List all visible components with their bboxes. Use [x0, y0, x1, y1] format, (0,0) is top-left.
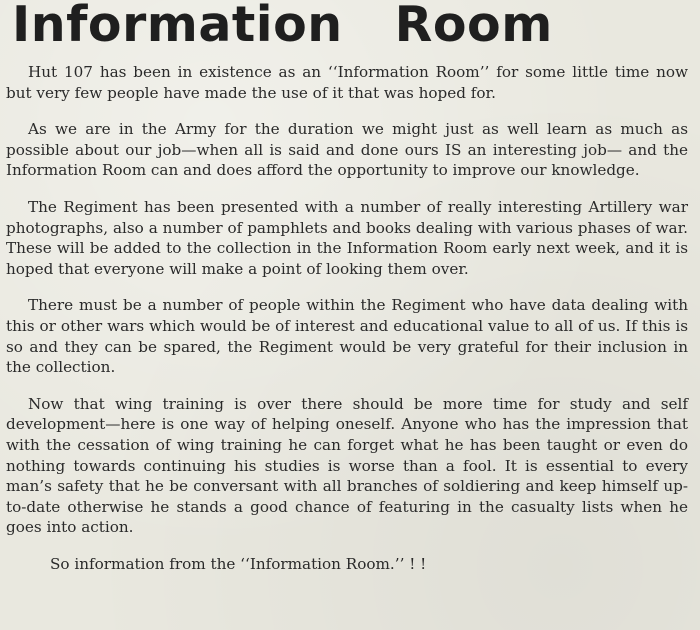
closing-line: So information from the ‘‘Information Room.’’ ! ! [50, 554, 427, 573]
paragraph-hut-107: Hut 107 has been in existence as an ‘‘Information Room’’ for some little time now but very few people have made the use of it that was hoped for. [6, 63, 688, 102]
paragraph-data-request: There must be a number of people within the Regiment who have data dealing with this or other wars which would be of interest and educational value to all of us. If this is so and they can be spared, the Regiment would be very grateful for their inclusion in the collection. [6, 296, 688, 377]
paragraph-army-duration: As we are in the Army for the duration we might just as well learn as much as possible about our job—when all is said and done ours IS an interesting job— and the Information Room can and does afford the opportunity to improve our knowledge. [6, 120, 688, 180]
article-body [6, 62, 688, 590]
paragraph-photographs: The Regiment has been presented with a number of really interesting Artillery war photographs, also a number of pamphlets and books dealing with various phases of war. These will be added to the collection in the Information Room early next week, and it is hoped that everyone will make a point of looking them over. [6, 197, 688, 278]
paragraph-wing-training: Now that wing training is over there should be more time for study and self development—here is one way of helping oneself. Anyone who has the impression that with the cessation of wing training he can forget what he has been taught or even do nothing towards continuing his studies is worse than a fool. It is essential to every man’s safety that he be conversant with all branches of soldiering and keep himself up-to-date otherwise he stands a good chance of featuring in the casualty lists when he goes into action. [6, 394, 688, 537]
title-word-information: Information [12, 0, 343, 53]
title-word-room: Room [394, 0, 553, 53]
article-title [12, 0, 553, 56]
